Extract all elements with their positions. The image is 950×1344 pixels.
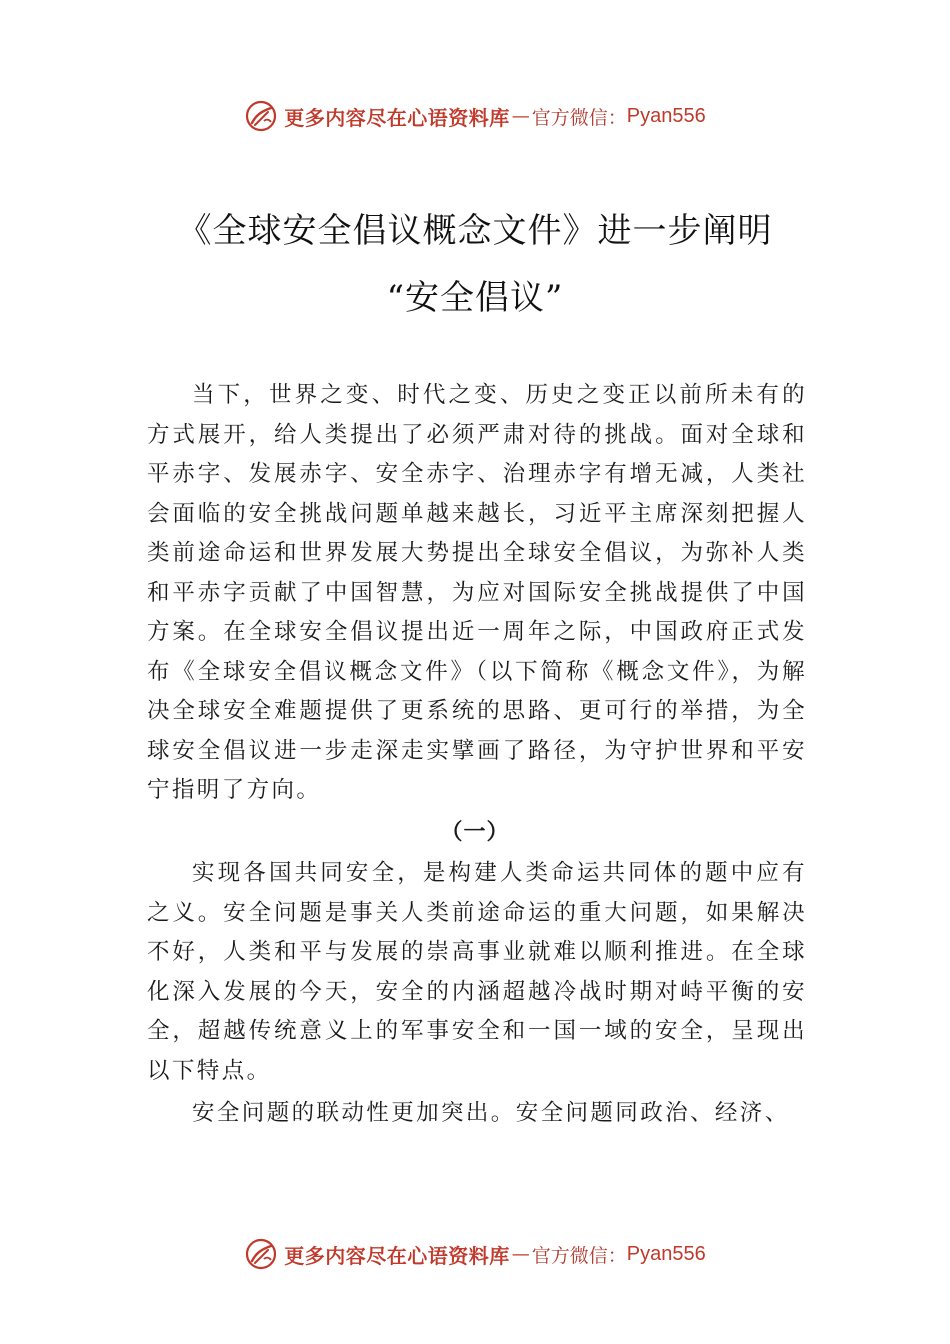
logo-icon — [244, 1237, 278, 1271]
paragraph-3: 安全问题的联动性更加突出。安全问题同政治、经济、 — [192, 1100, 790, 1126]
header-banner — [0, 96, 950, 136]
banner-account: Pyan556 — [626, 1242, 706, 1265]
banner-separator: — — [511, 1243, 530, 1265]
paragraph-1: 当下，世界之变、时代之变、历史之变正以前所未有的方式展开，给人类提出了必须严肃对待的挑战。面对全球和平赤字、发展赤字、安全赤字、治理赤字有增无减，人类社 会面临的安全挑战问题单越来越长，习近平主席深刻把握人类前途命运和世界发展大势提出全球安全倡议，为弥补人类和平赤字贡献了中国智慧，为应对国际安全挑战提供了中国方案。在全球安全倡议提出近一周年之际，中国政府正式发布《全球安全倡议概念文件》（以下简称《概念文件》，为解决全球安全难题提供了更系统的思路、更可行的举措，为全球安全倡议进一步走深走实擘画了路径，为守护世界和平安宁指明了方向。 — [147, 382, 807, 803]
paragraph-2: 实现各国共同安全，是构建人类命运共同体的题中应有之义。安全问题是事关人类前途命运的重大问题，如果解决不好，人类和平与发展的崇高事业就难以顺利推进。在全球化深入发展的今天，安全的内涵超越冷战时期对峙平衡的安全，超越传统意义上的军事安全和一国一域的安全，呈现出以下特点。 — [147, 860, 807, 1084]
logo-icon — [244, 99, 278, 133]
banner-separator: — — [511, 105, 530, 127]
footer-banner — [0, 1234, 950, 1274]
banner-brand: 更多内容尽在心语资料库 — [284, 105, 510, 130]
document-title-line-2: “安全倡议” — [386, 278, 564, 318]
banner-account: Pyan556 — [626, 104, 706, 127]
banner-wechat-label: 官方微信： — [531, 106, 627, 129]
banner-brand: 更多内容尽在心语资料库 — [284, 1243, 510, 1268]
section-heading: （一） — [440, 819, 510, 845]
document-title-line-1: 《全球安全倡议概念文件》进一步阐明 — [177, 211, 773, 251]
banner-wechat-label: 官方微信： — [531, 1244, 627, 1267]
